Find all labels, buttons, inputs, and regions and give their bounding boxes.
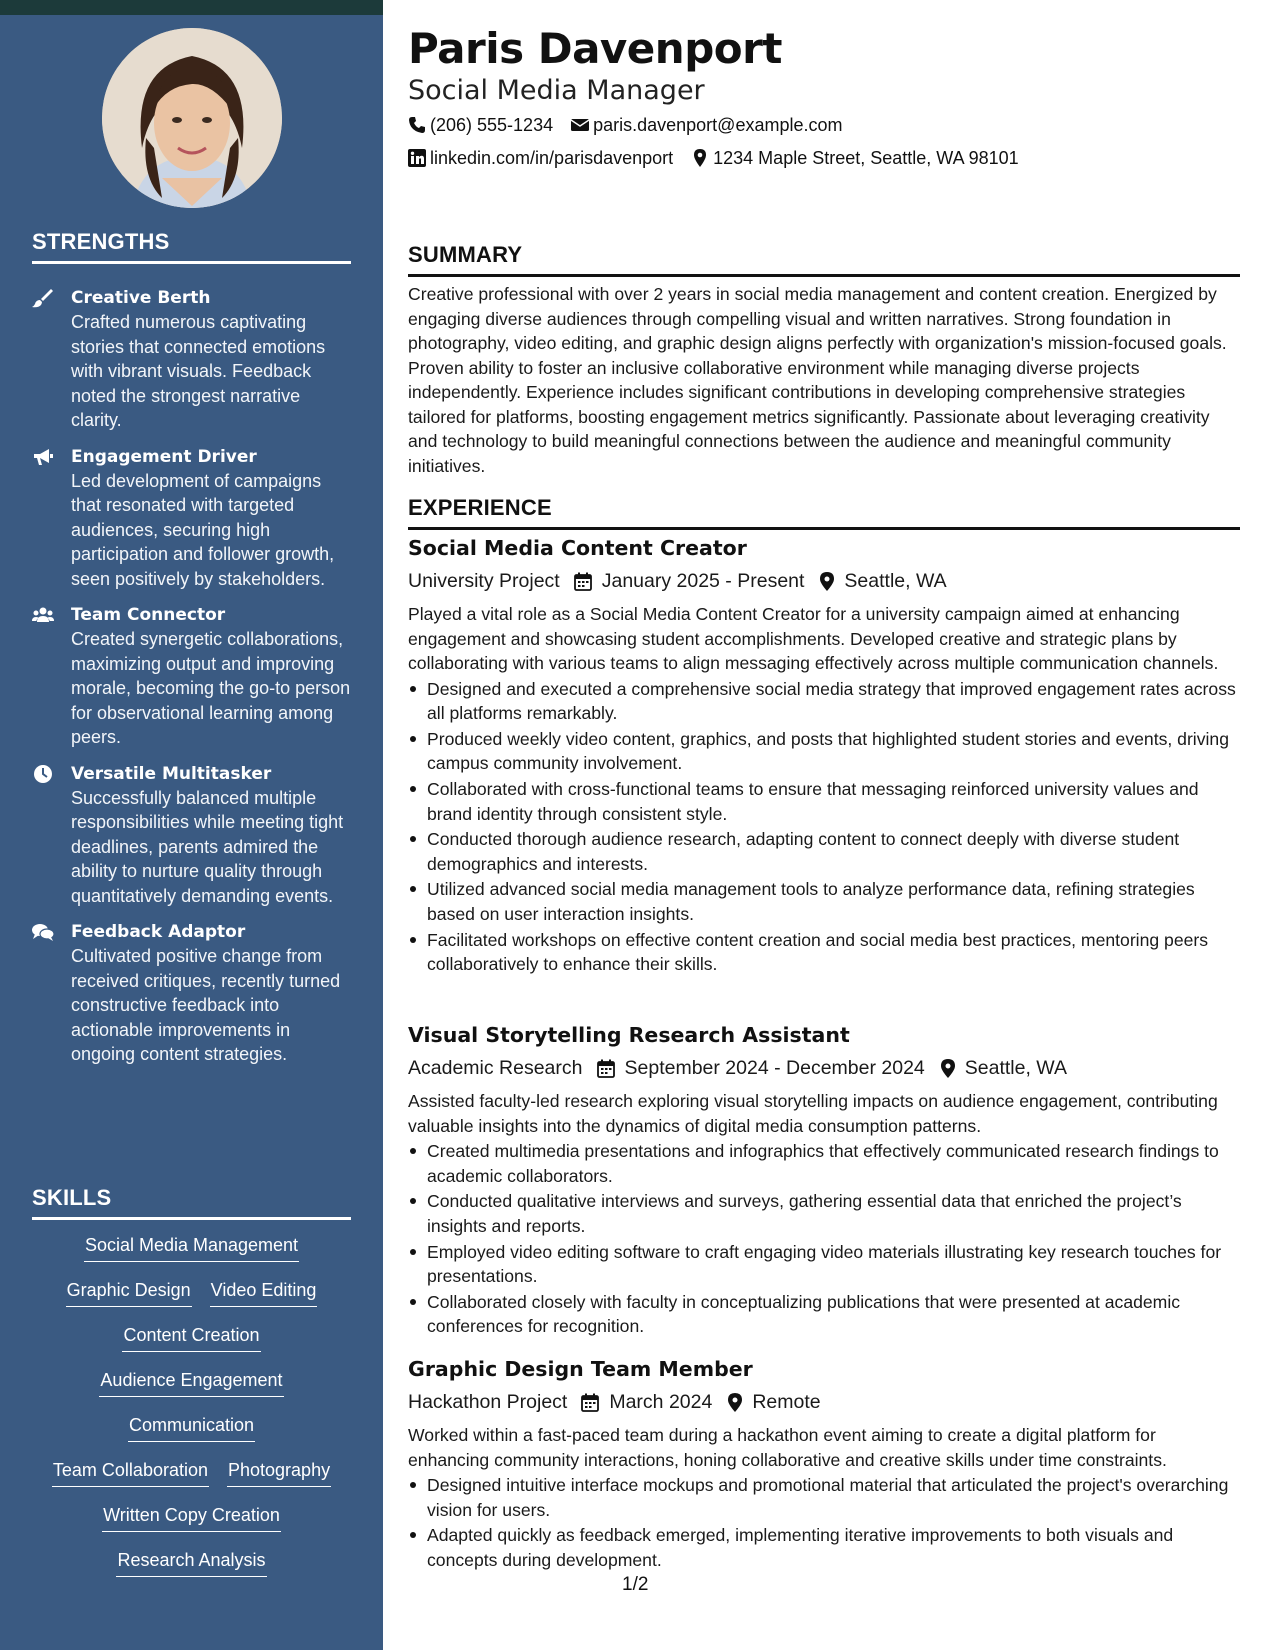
email-address[interactable]: paris.davenport@example.com bbox=[593, 114, 843, 135]
page-number: 1/2 bbox=[622, 1574, 649, 1595]
strength-description: Successfully balanced multiple responsibilities while meeting tight deadlines, parents admired the ability to nurture quality through quantitatively demanding events. bbox=[71, 787, 344, 906]
job-description: Worked within a fast-paced team during a hackathon event aiming to create a digital platform for enhancing community interactions, honing collaborative and creative skills under time constraints. bbox=[408, 1425, 1167, 1470]
job-meta bbox=[408, 566, 1240, 596]
strengths-heading: STRENGTHS bbox=[32, 229, 351, 264]
list-item: Collaborated closely with faculty in conceptualizing publications that were presented at academic conferences for recognition. bbox=[408, 1290, 1240, 1339]
strength-item bbox=[32, 286, 351, 433]
summary-heading: SUMMARY bbox=[408, 242, 1240, 277]
job-dates: September 2024 - December 2024 bbox=[624, 1057, 925, 1079]
calendar-icon bbox=[597, 1059, 615, 1078]
map-pin-icon bbox=[691, 149, 709, 167]
strength-title: Feedback Adaptor bbox=[71, 922, 246, 942]
job-entry bbox=[408, 1021, 1240, 1339]
address-contact bbox=[691, 148, 1019, 169]
experience-heading: EXPERIENCE bbox=[408, 495, 1240, 530]
job-bullets bbox=[408, 677, 1240, 977]
list-item: Produced weekly video content, graphics, and posts that highlighted student stories and events, driving campus community involvement. bbox=[408, 727, 1240, 776]
skills-list bbox=[32, 1232, 351, 1592]
strength-item bbox=[32, 445, 351, 592]
skill-tag: Social Media Management bbox=[84, 1232, 299, 1262]
strength-title: Engagement Driver bbox=[71, 446, 257, 467]
list-item: Adapted quickly as feedback emerged, implementing iterative improvements to both visuals and concepts during development. bbox=[408, 1523, 1240, 1572]
strength-description: Created synergetic collaborations, maximizing output and improving morale, becoming the go-to person for observational learning among peers. bbox=[71, 629, 351, 747]
contact-line-1 bbox=[408, 113, 860, 137]
skill-tag: Team Collaboration bbox=[52, 1457, 209, 1487]
strength-description: Led development of campaigns that resonated with targeted audiences, securing high participation and follower growth, seen positively by stakeholders. bbox=[71, 470, 335, 589]
linkedin-icon bbox=[408, 149, 426, 167]
list-item: Designed intuitive interface mockups and promotional material that articulated the project's overarching vision for users. bbox=[408, 1473, 1240, 1522]
strength-item bbox=[32, 920, 351, 1067]
phone-number: (206) 555-1234 bbox=[430, 114, 554, 135]
contact-line-2 bbox=[408, 146, 1037, 170]
skill-tag: Communication bbox=[128, 1412, 255, 1442]
sidebar bbox=[0, 0, 383, 1650]
list-item: Created multimedia presentations and infographics that effectively communicated research findings to academic collaborators. bbox=[408, 1139, 1240, 1188]
strengths-list bbox=[32, 286, 351, 1079]
job-title: Social Media Content Creator bbox=[408, 536, 747, 560]
list-item: Collaborated with cross-functional teams to ensure that messaging reinforced university values and brand identity through consistent style. bbox=[408, 777, 1240, 826]
skills-heading: SKILLS bbox=[32, 1185, 351, 1220]
map-pin-icon bbox=[818, 572, 836, 591]
list-item: Designed and executed a comprehensive social media strategy that improved engagement rates across all platforms remarkably. bbox=[408, 677, 1240, 726]
job-title: Visual Storytelling Research Assistant bbox=[408, 1023, 850, 1047]
skill-tag: Video Editing bbox=[210, 1277, 318, 1307]
list-item: Conducted qualitative interviews and surveys, gathering essential data that enriched the project’s insights and reports. bbox=[408, 1189, 1240, 1238]
comments-icon bbox=[32, 922, 54, 942]
job-description: Assisted faculty-led research exploring visual storytelling impacts on audience engagement, contributing valuable insights into the dynamics of digital media consumption patterns. bbox=[408, 1091, 1218, 1136]
strength-description: Crafted numerous captivating stories that connected emotions with vibrant visuals. Feedback noted the strongest narrative clarity. bbox=[71, 312, 326, 430]
job-title: Graphic Design Team Member bbox=[408, 1357, 753, 1381]
phone-icon bbox=[408, 116, 426, 134]
sidebar-top-bar bbox=[0, 0, 383, 15]
linkedin-contact[interactable] bbox=[408, 148, 673, 169]
list-item: Utilized advanced social media management tools to analyze performance data, refining strategies based on user interaction insights. bbox=[408, 877, 1240, 926]
job-organization: Hackathon Project bbox=[408, 1391, 568, 1413]
job-location: Seattle, WA bbox=[964, 1057, 1067, 1079]
megaphone-icon bbox=[32, 447, 54, 467]
list-item: Facilitated workshops on effective content creation and social media best practices, mentoring peers collaboratively to enhance their skills. bbox=[408, 928, 1240, 977]
job-meta bbox=[408, 1053, 1240, 1083]
job-description: Played a vital role as a Social Media Content Creator for a university campaign aimed at enhancing engagement and showcasing student accomplishments. Developed creative and strategic plans by collaborating with various teams to align messaging effectively across multiple communication channels. bbox=[408, 604, 1219, 673]
paintbrush-icon bbox=[32, 288, 54, 308]
candidate-name: Paris Davenport bbox=[408, 24, 782, 73]
skill-tag: Written Copy Creation bbox=[102, 1502, 281, 1532]
users-icon bbox=[32, 605, 54, 625]
job-meta bbox=[408, 1387, 1240, 1417]
skill-tag: Graphic Design bbox=[66, 1277, 192, 1307]
map-pin-icon bbox=[726, 1393, 744, 1412]
candidate-role: Social Media Manager bbox=[408, 75, 705, 106]
job-location: Seattle, WA bbox=[844, 570, 947, 592]
strength-description: Cultivated positive change from received critiques, recently turned constructive feedback into actionable improvements in ongoing content strategies. bbox=[71, 946, 341, 1064]
linkedin-url[interactable]: linkedin.com/in/parisdavenport bbox=[430, 147, 674, 168]
strength-title: Creative Berth bbox=[71, 288, 211, 308]
calendar-icon bbox=[581, 1393, 599, 1412]
strength-title: Team Connector bbox=[71, 605, 226, 625]
clock-icon bbox=[32, 764, 54, 784]
skill-tag: Audience Engagement bbox=[99, 1367, 283, 1397]
skill-tag: Photography bbox=[227, 1457, 331, 1487]
phone-contact bbox=[408, 115, 553, 136]
job-organization: University Project bbox=[408, 570, 560, 592]
job-entry bbox=[408, 534, 1240, 977]
strength-item bbox=[32, 603, 351, 750]
job-organization: Academic Research bbox=[408, 1057, 583, 1079]
envelope-icon bbox=[571, 116, 589, 134]
map-pin-icon bbox=[939, 1059, 957, 1078]
email-contact[interactable] bbox=[571, 115, 842, 136]
skill-tag: Research Analysis bbox=[116, 1547, 266, 1577]
job-dates: January 2025 - Present bbox=[601, 570, 805, 592]
list-item: Employed video editing software to craft engaging video materials illustrating key research touches for presentations. bbox=[408, 1240, 1240, 1289]
job-entry bbox=[408, 1355, 1240, 1572]
job-dates: March 2024 bbox=[609, 1391, 713, 1413]
job-bullets bbox=[408, 1473, 1240, 1572]
skill-tag: Content Creation bbox=[122, 1322, 260, 1352]
job-bullets bbox=[408, 1139, 1240, 1339]
job-location: Remote bbox=[752, 1391, 821, 1413]
summary-text: Creative professional with over 2 years in social media management and content creation. Energized by engaging diverse audiences through compelling visual and written narratives. Strong foundation in photography, video editing, and graphic design aligns perfectly with organization's mission-focused goals. Proven ability to foster an inclusive collaborative environment while managing diverse projects independently. Experience includes significant contributions in developing comprehensive strategies tailored for platforms, boosting engagement metrics significantly. Passionate about leveraging creativity and technology to build meaningful connections between the audience and meaningful community initiatives. bbox=[408, 284, 1227, 476]
strength-item bbox=[32, 762, 351, 909]
strength-title: Versatile Multitasker bbox=[71, 763, 272, 784]
list-item: Conducted thorough audience research, adapting content to connect deeply with diverse student demographics and interests. bbox=[408, 827, 1240, 876]
calendar-icon bbox=[574, 572, 592, 591]
street-address: 1234 Maple Street, Seattle, WA 98101 bbox=[713, 147, 1019, 168]
profile-photo bbox=[102, 28, 282, 208]
